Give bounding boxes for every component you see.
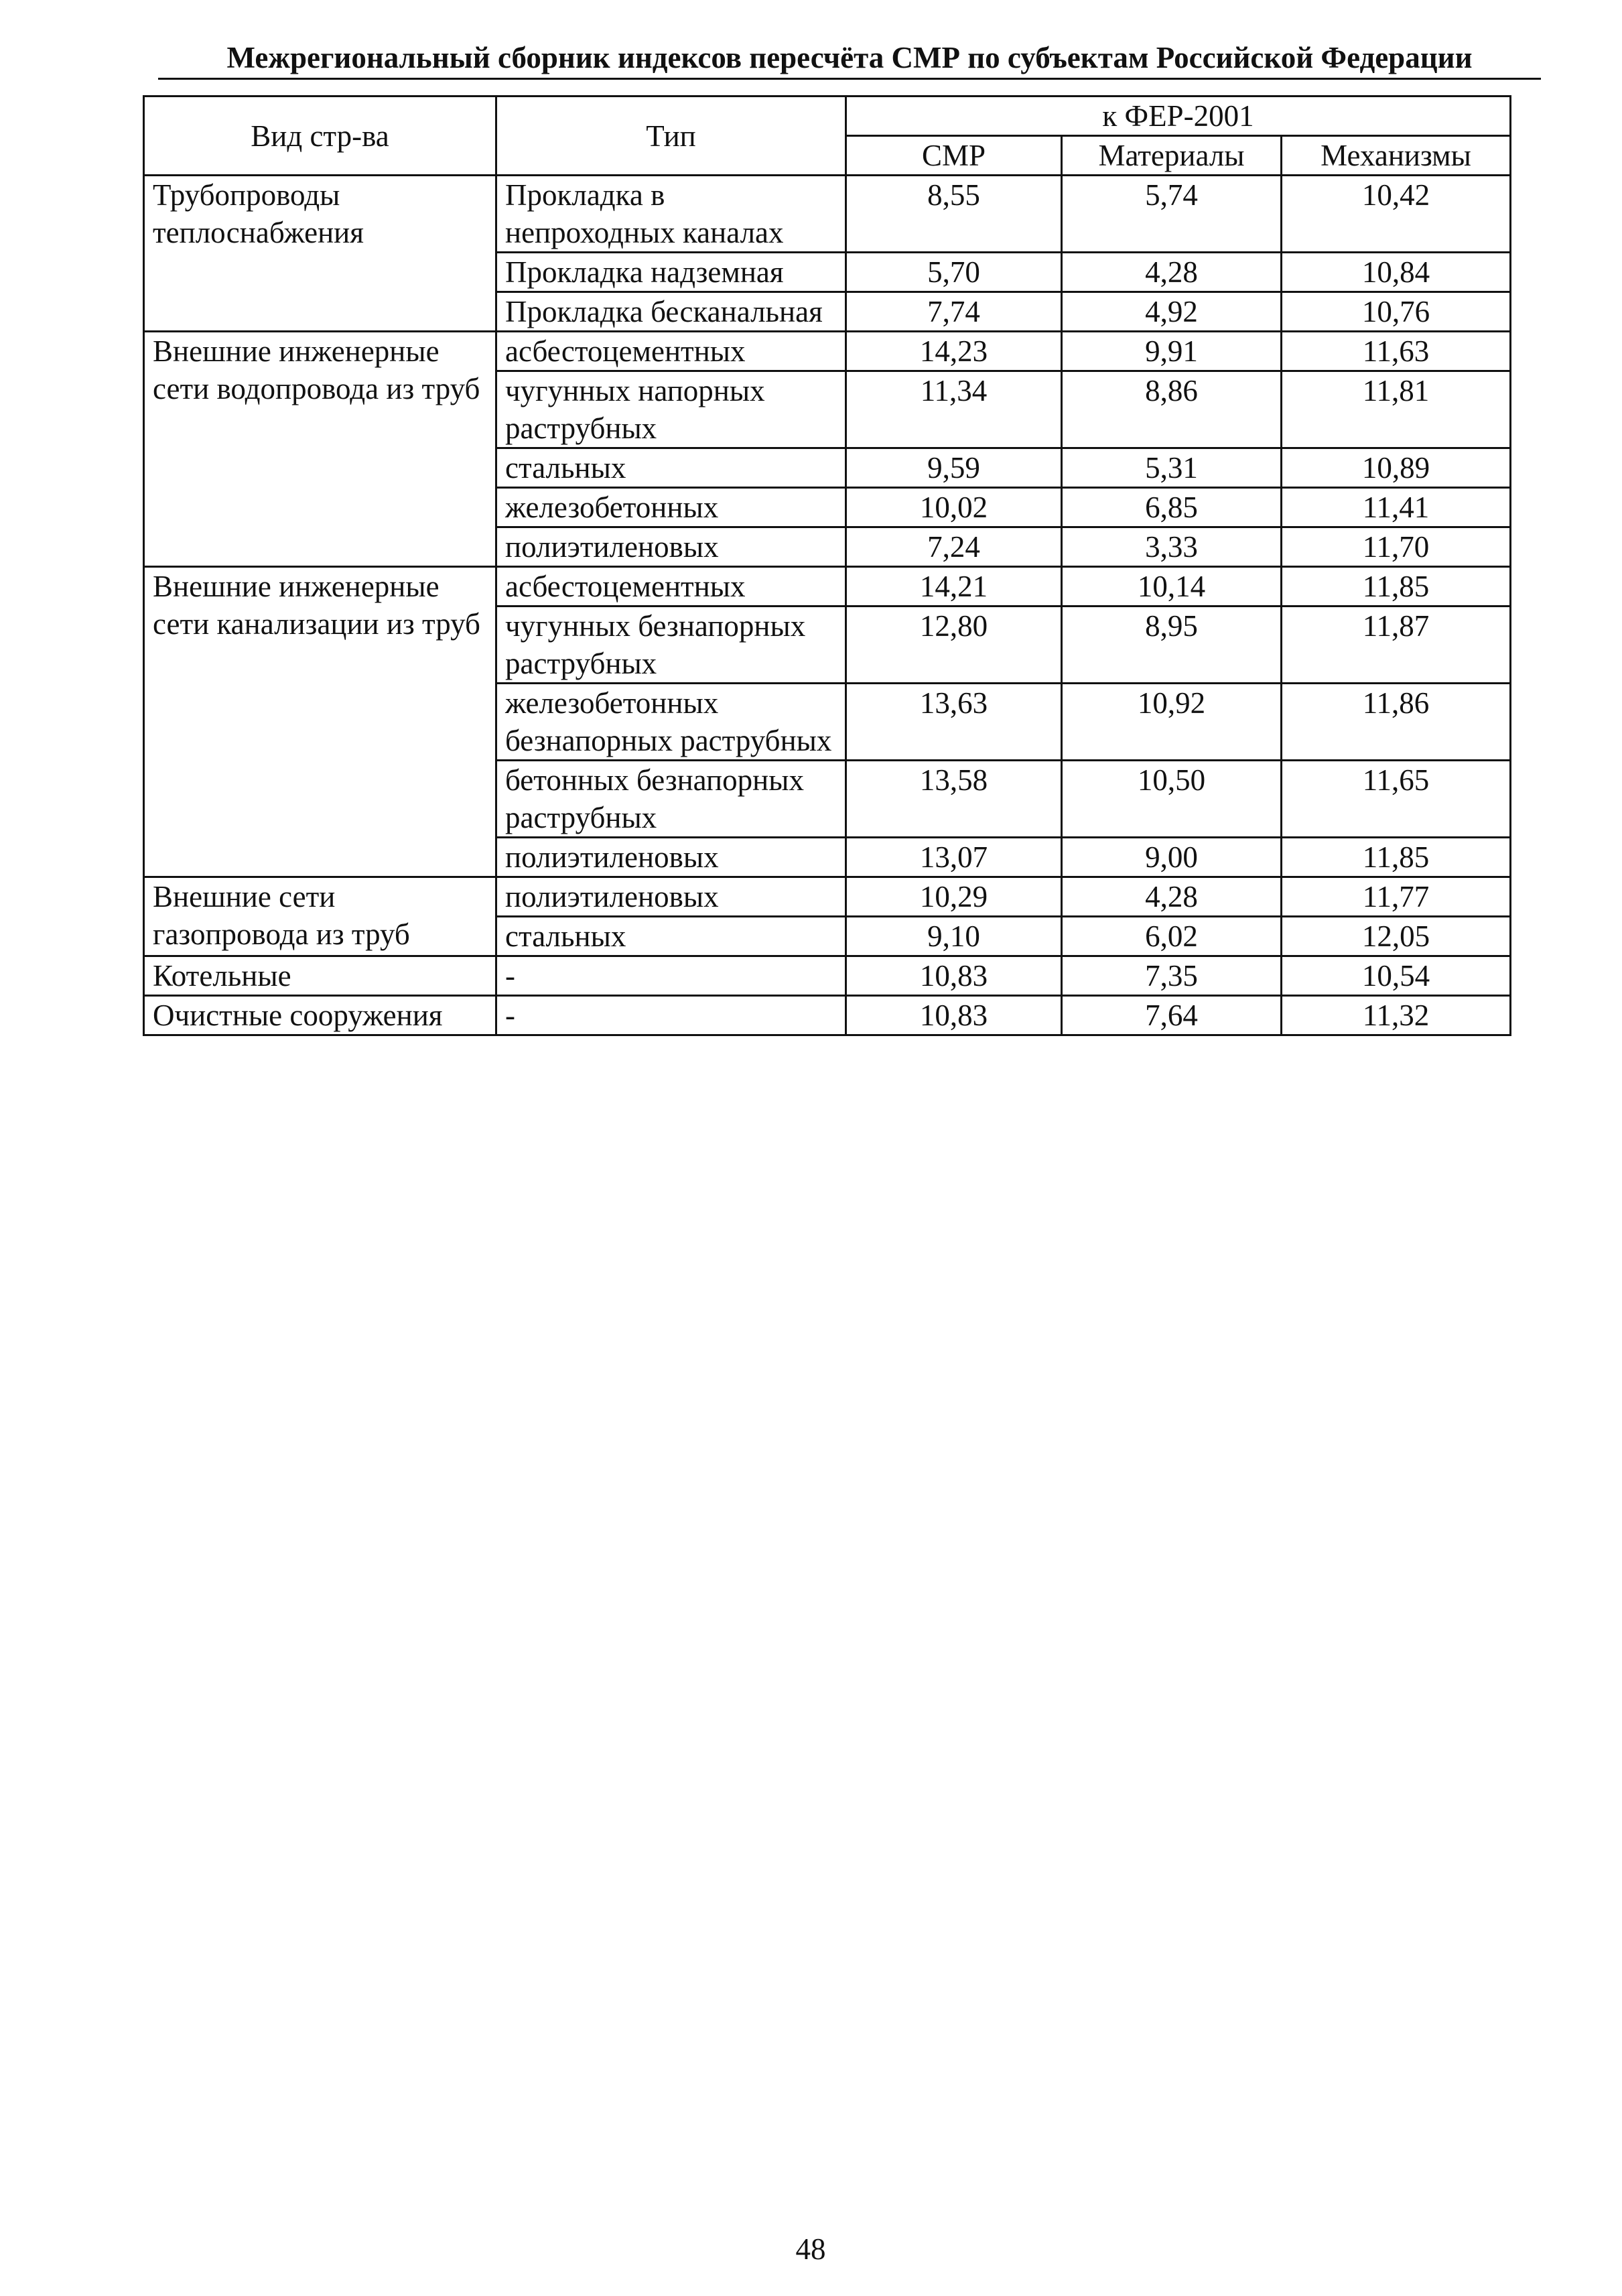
mechanisms-index-cell: 11,85 <box>1282 838 1511 877</box>
pipe-type-cell: Прокладка в непроходных каналах <box>496 176 846 253</box>
pipe-type-cell: чугунных напорных раструбных <box>496 371 846 448</box>
col-header-group: Вид стр-ва <box>144 97 496 176</box>
mechanisms-index-cell: 10,76 <box>1282 292 1511 332</box>
table-row <box>144 176 1511 253</box>
smr-index-cell: 10,83 <box>846 956 1062 996</box>
smr-index-cell: 14,23 <box>846 332 1062 371</box>
mechanisms-index-cell: 10,54 <box>1282 956 1511 996</box>
pipe-type-cell: Прокладка надземная <box>496 253 846 292</box>
page-number: 48 <box>795 2232 826 2266</box>
materials-index-cell: 3,33 <box>1062 527 1282 567</box>
pipe-type-cell: асбестоцементных <box>496 567 846 607</box>
materials-index-cell: 10,14 <box>1062 567 1282 607</box>
materials-index-cell: 6,85 <box>1062 488 1282 527</box>
smr-index-cell: 10,29 <box>846 877 1062 917</box>
table-row <box>144 332 1511 371</box>
smr-index-cell: 8,55 <box>846 176 1062 253</box>
table-row <box>144 996 1511 1035</box>
construction-group-cell: Внешние инженерные сети водопровода из труб <box>144 332 496 567</box>
mechanisms-index-cell: 12,05 <box>1282 917 1511 956</box>
materials-index-cell: 10,92 <box>1062 684 1282 761</box>
smr-index-cell: 14,21 <box>846 567 1062 607</box>
page-header-title: Межрегиональный сборник индексов пересчёта СМР по субъектам Российской Федерации <box>226 41 1473 74</box>
col-header-materials: Материалы <box>1062 136 1282 176</box>
pipe-type-cell: полиэтиленовых <box>496 838 846 877</box>
materials-index-cell: 5,74 <box>1062 176 1282 253</box>
pipe-type-cell: полиэтиленовых <box>496 527 846 567</box>
mechanisms-index-cell: 11,32 <box>1282 996 1511 1035</box>
materials-index-cell: 9,00 <box>1062 838 1282 877</box>
materials-index-cell: 4,92 <box>1062 292 1282 332</box>
col-header-fer2001: к ФЕР-2001 <box>846 97 1511 136</box>
smr-index-cell: 7,74 <box>846 292 1062 332</box>
pipe-type-cell: чугунных безнапорных раструбных <box>496 607 846 684</box>
mechanisms-index-cell: 10,84 <box>1282 253 1511 292</box>
table-row <box>144 877 1511 917</box>
smr-index-cell: 11,34 <box>846 371 1062 448</box>
materials-index-cell: 9,91 <box>1062 332 1282 371</box>
smr-index-cell: 5,70 <box>846 253 1062 292</box>
construction-group-cell: Котельные <box>144 956 496 996</box>
materials-index-cell: 5,31 <box>1062 448 1282 488</box>
pipe-type-cell: асбестоцементных <box>496 332 846 371</box>
mechanisms-index-cell: 11,85 <box>1282 567 1511 607</box>
pipe-type-cell: Прокладка бесканальная <box>496 292 846 332</box>
smr-index-cell: 10,02 <box>846 488 1062 527</box>
construction-group-cell: Внешние сети газопровода из труб <box>144 877 496 956</box>
table-body <box>144 176 1511 1035</box>
header-rule <box>158 78 1541 80</box>
pipe-type-cell: - <box>496 996 846 1035</box>
pipe-type-cell: железобетонных <box>496 488 846 527</box>
pipe-type-cell: стальных <box>496 917 846 956</box>
smr-index-cell: 9,59 <box>846 448 1062 488</box>
materials-index-cell: 6,02 <box>1062 917 1282 956</box>
construction-group-cell: Очистные сооружения <box>144 996 496 1035</box>
mechanisms-index-cell: 11,87 <box>1282 607 1511 684</box>
pipe-type-cell: полиэтиленовых <box>496 877 846 917</box>
mechanisms-index-cell: 11,86 <box>1282 684 1511 761</box>
smr-index-cell: 13,63 <box>846 684 1062 761</box>
col-header-type: Тип <box>496 97 846 176</box>
index-table <box>143 95 1511 1036</box>
pipe-type-cell: железобетонных безнапорных раструбных <box>496 684 846 761</box>
smr-index-cell: 10,83 <box>846 996 1062 1035</box>
materials-index-cell: 7,35 <box>1062 956 1282 996</box>
materials-index-cell: 8,86 <box>1062 371 1282 448</box>
mechanisms-index-cell: 11,70 <box>1282 527 1511 567</box>
mechanisms-index-cell: 11,65 <box>1282 761 1511 838</box>
col-header-mechanisms: Механизмы <box>1282 136 1511 176</box>
mechanisms-index-cell: 11,41 <box>1282 488 1511 527</box>
pipe-type-cell: стальных <box>496 448 846 488</box>
pipe-type-cell: бетонных безнапорных раструбных <box>496 761 846 838</box>
table-row <box>144 567 1511 607</box>
pipe-type-cell: - <box>496 956 846 996</box>
smr-index-cell: 9,10 <box>846 917 1062 956</box>
smr-index-cell: 13,07 <box>846 838 1062 877</box>
materials-index-cell: 4,28 <box>1062 253 1282 292</box>
materials-index-cell: 10,50 <box>1062 761 1282 838</box>
smr-index-cell: 7,24 <box>846 527 1062 567</box>
mechanisms-index-cell: 10,42 <box>1282 176 1511 253</box>
smr-index-cell: 13,58 <box>846 761 1062 838</box>
mechanisms-index-cell: 11,63 <box>1282 332 1511 371</box>
smr-index-cell: 12,80 <box>846 607 1062 684</box>
materials-index-cell: 4,28 <box>1062 877 1282 917</box>
table-row <box>144 956 1511 996</box>
materials-index-cell: 7,64 <box>1062 996 1282 1035</box>
materials-index-cell: 8,95 <box>1062 607 1282 684</box>
construction-group-cell: Трубопроводы теплоснабжения <box>144 176 496 332</box>
mechanisms-index-cell: 10,89 <box>1282 448 1511 488</box>
col-header-smr: СМР <box>846 136 1062 176</box>
mechanisms-index-cell: 11,81 <box>1282 371 1511 448</box>
mechanisms-index-cell: 11,77 <box>1282 877 1511 917</box>
construction-group-cell: Внешние инженерные сети канализации из труб <box>144 567 496 877</box>
